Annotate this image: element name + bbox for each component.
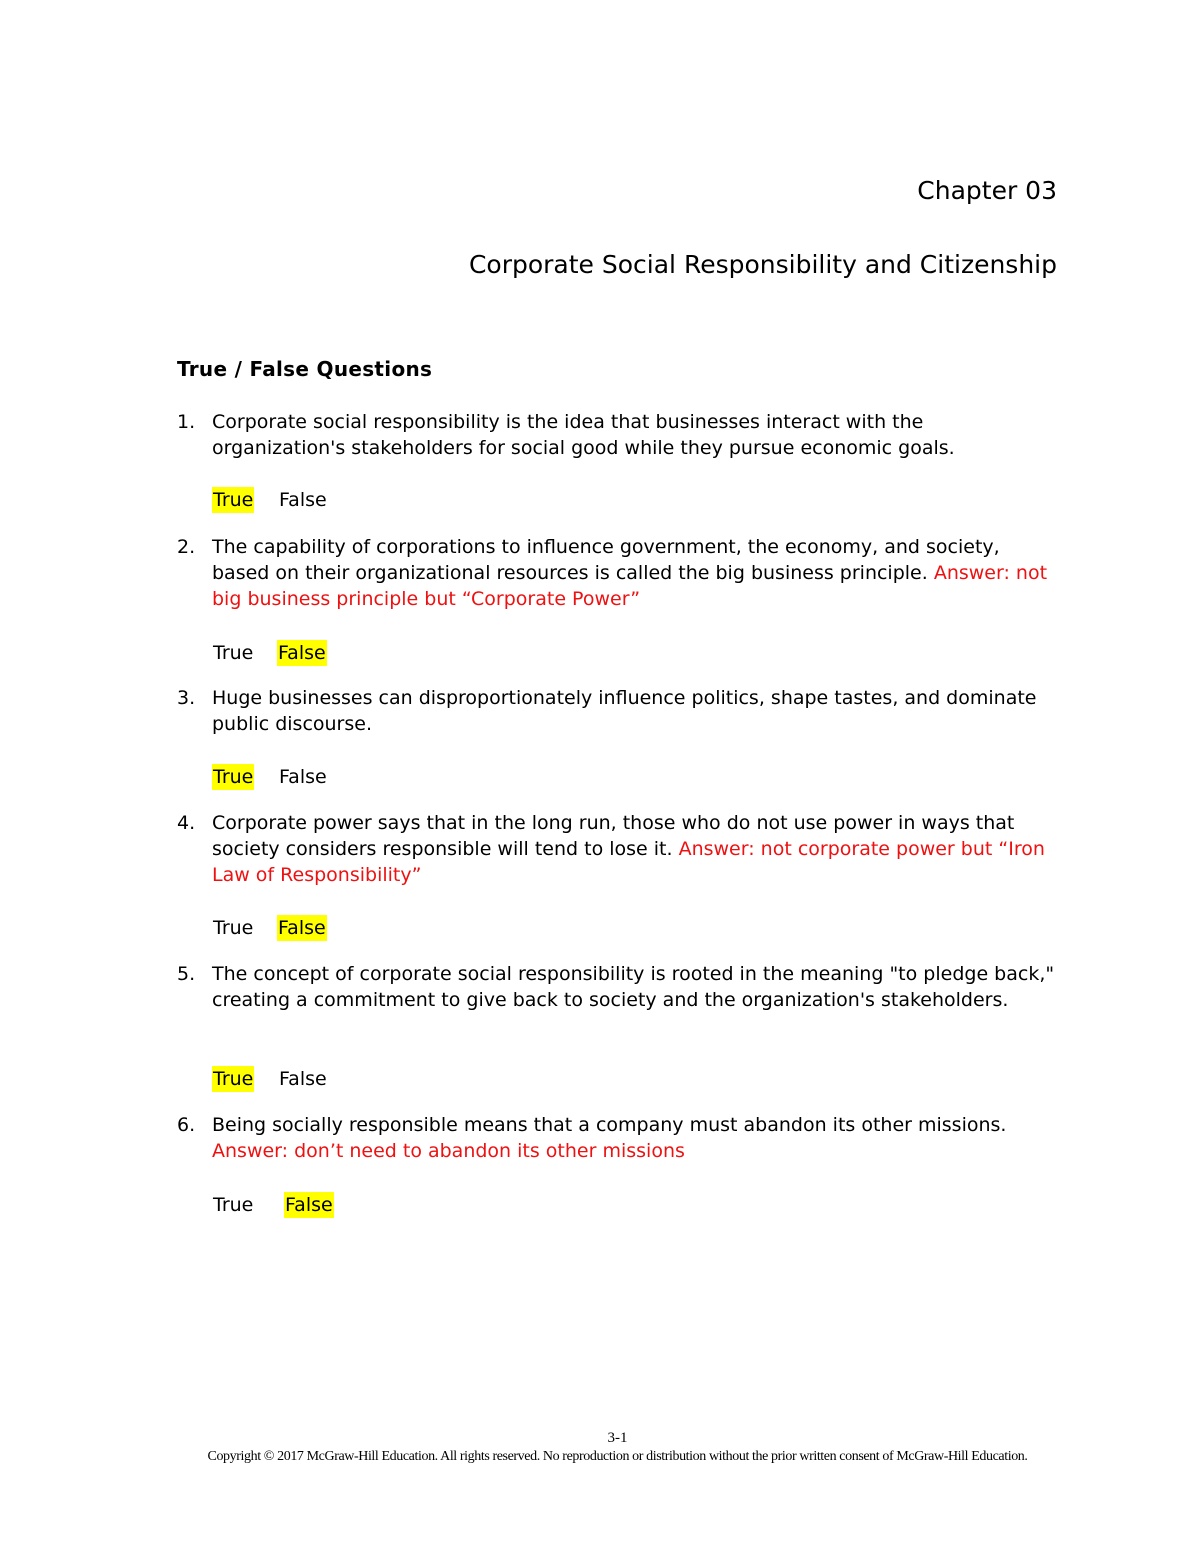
question-3 (177, 685, 1057, 737)
option-false-selected[interactable]: False (278, 917, 326, 939)
option-true-selected[interactable]: True (213, 1068, 254, 1090)
chapter-label: Chapter 03 (917, 176, 1057, 205)
option-true[interactable]: True (213, 1194, 254, 1216)
option-true-selected[interactable]: True (213, 766, 254, 788)
page-title: Corporate Social Responsibility and Citizenship (468, 250, 1057, 279)
section-heading: True / False Questions (177, 357, 433, 381)
answer-note: Answer: don’t need to abandon its other missions (212, 1140, 685, 1162)
question-1 (177, 409, 1057, 461)
answer-note: Answer: not big business principle but “Corporate Power” (212, 562, 1048, 610)
option-false[interactable]: False (279, 1068, 327, 1090)
question-number: 6. (177, 1114, 196, 1136)
question-5 (177, 961, 1057, 1013)
question-number: 3. (177, 687, 196, 709)
question-text: Huge businesses can disproportionately influence politics, shape tastes, and dominate public discourse. (212, 687, 1037, 735)
question-number: 1. (177, 411, 196, 433)
option-false[interactable]: False (279, 766, 327, 788)
question-text: The capability of corporations to influence government, the economy, and society, based on their organizational resources is called the big business principle. Answer: not big business principle but “Corporate Power” (212, 536, 1048, 610)
copyright-notice: Copyright © 2017 McGraw-Hill Education. All rights reserved. No reproduction or distribution without the prior written consent of McGraw-Hill Education. (207, 1449, 1028, 1464)
option-true[interactable]: True (213, 917, 254, 939)
question-text: Corporate social responsibility is the idea that businesses interact with the organization's stakeholders for social good while they pursue economic goals. (212, 411, 955, 459)
option-false-selected[interactable]: False (278, 642, 326, 664)
question-text: Corporate power says that in the long run, those who do not use power in ways that society considers responsible will tend to lose it. Answer: not corporate power but “Iron Law of Responsibility” (212, 812, 1045, 886)
question-text: The concept of corporate social responsibility is rooted in the meaning "to pledge back," creating a commitment to give back to society and the organization's stakeholders. (212, 963, 1055, 1011)
option-false[interactable]: False (279, 489, 327, 511)
answer-note: Answer: not corporate power but “Iron Law of Responsibility” (212, 838, 1045, 886)
option-true-selected[interactable]: True (213, 489, 254, 511)
option-false-selected[interactable]: False (285, 1194, 333, 1216)
question-number: 4. (177, 812, 196, 834)
question-number: 2. (177, 536, 196, 558)
question-number: 5. (177, 963, 196, 985)
option-true[interactable]: True (213, 642, 254, 664)
question-4 (177, 810, 1057, 888)
question-text: Being socially responsible means that a company must abandon its other missions. Answer: don’t need to abandon its other missions (212, 1114, 1007, 1162)
question-2 (177, 534, 1057, 612)
question-6 (177, 1112, 1057, 1164)
page-number: 3-1 (607, 1430, 628, 1446)
